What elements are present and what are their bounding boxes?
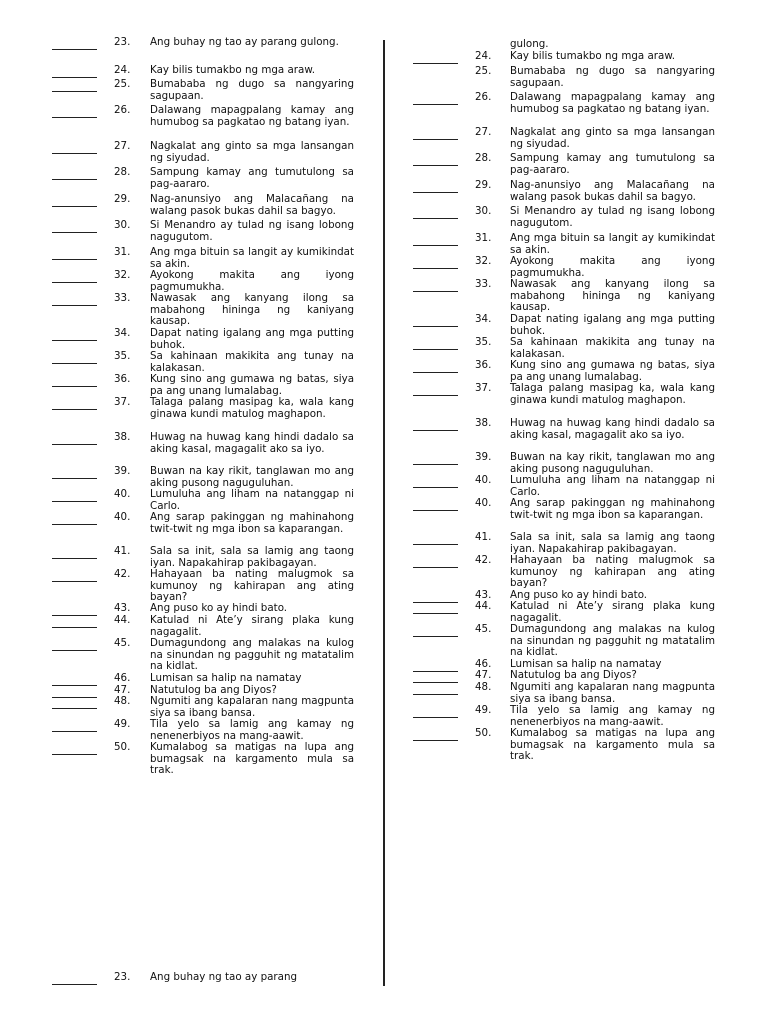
item-text: Nagkalat ang ginto sa mga lansangan ng siyudad. xyxy=(510,126,715,150)
answer-blank[interactable] xyxy=(52,708,97,709)
answer-blank[interactable] xyxy=(413,268,458,269)
answer-blank[interactable] xyxy=(413,717,458,718)
answer-blank[interactable] xyxy=(52,627,97,628)
answer-blank[interactable] xyxy=(52,444,97,445)
answer-blank[interactable] xyxy=(52,259,97,260)
answer-blank[interactable] xyxy=(52,478,97,479)
answer-blank[interactable] xyxy=(413,139,458,140)
answer-blank[interactable] xyxy=(52,685,97,686)
item-number: 44. xyxy=(475,600,492,612)
item-number: 25. xyxy=(475,65,492,77)
item-number: 45. xyxy=(114,637,131,649)
answer-blank[interactable] xyxy=(52,558,97,559)
item-number: 34. xyxy=(114,327,131,339)
item-number: 26. xyxy=(475,91,492,103)
answer-blank[interactable] xyxy=(413,63,458,64)
item-number: 44. xyxy=(114,614,131,626)
item-text: Kung sino ang gumawa ng batas, siya pa ang unang lumalabag. xyxy=(510,359,715,383)
item-text: Nawasak ang kanyang ilong sa mabahong hininga ng kaniyang kausap. xyxy=(510,278,715,314)
answer-blank[interactable] xyxy=(52,340,97,341)
item-number: 28. xyxy=(114,166,131,178)
answer-blank[interactable] xyxy=(52,409,97,410)
answer-blank[interactable] xyxy=(413,671,458,672)
item-number: 42. xyxy=(475,554,492,566)
item-text: Ang mga bituin sa langit ay kumikindat sa akin. xyxy=(510,232,715,256)
item-number: 48. xyxy=(114,695,131,707)
item-number: 33. xyxy=(114,292,131,304)
answer-blank[interactable] xyxy=(52,650,97,651)
item-number: 41. xyxy=(475,531,492,543)
item-text: Natutulog ba ang Diyos? xyxy=(150,684,277,696)
item-number: 33. xyxy=(475,278,492,290)
item-text: Bumababa ng dugo sa nangyaring sagupaan. xyxy=(150,78,354,102)
item-text: gulong. xyxy=(510,38,549,50)
item-text: Katulad ni Ate’y sirang plaka kung nagagalit. xyxy=(150,614,354,638)
item-text: Dapat nating igalang ang mga putting buhok. xyxy=(510,313,715,337)
answer-blank[interactable] xyxy=(413,165,458,166)
item-number: 32. xyxy=(114,269,131,281)
item-number: 24. xyxy=(475,50,492,62)
item-text: Ang mga bituin sa langit ay kumikindat sa akin. xyxy=(150,246,354,270)
item-text: Tila yelo sa lamig ang kamay ng nenenerbiyos na mang-aawit. xyxy=(150,718,354,742)
item-text: Bumababa ng dugo sa nangyaring sagupaan. xyxy=(510,65,715,89)
item-text: Natutulog ba ang Diyos? xyxy=(510,669,637,681)
answer-blank[interactable] xyxy=(52,77,97,78)
answer-blank[interactable] xyxy=(413,613,458,614)
item-text: Ang sarap pakinggan ng mahinahong twit-twit ng mga ibon sa kaparangan. xyxy=(510,497,715,521)
item-number: 36. xyxy=(114,373,131,385)
item-text: Ayokong makita ang iyong pagmumukha. xyxy=(510,255,715,279)
answer-blank[interactable] xyxy=(413,487,458,488)
item-text: Ang sarap pakinggan ng mahinahong twit-twit ng mga ibon sa kaparangan. xyxy=(150,511,354,535)
item-number: 43. xyxy=(475,589,492,601)
answer-blank[interactable] xyxy=(52,581,97,582)
item-number: 40. xyxy=(114,511,131,523)
answer-blank[interactable] xyxy=(413,510,458,511)
item-text: Kay bilis tumakbo ng mga araw. xyxy=(510,50,676,62)
item-number: 30. xyxy=(475,205,492,217)
answer-blank[interactable] xyxy=(52,117,97,118)
answer-blank[interactable] xyxy=(52,524,97,525)
item-number: 40. xyxy=(475,497,492,509)
item-number: 50. xyxy=(475,727,492,739)
answer-blank[interactable] xyxy=(52,179,97,180)
answer-blank[interactable] xyxy=(52,386,97,387)
item-text: Sampung kamay ang tumutulong sa pag-aararo. xyxy=(150,166,354,190)
item-text: Ang buhay ng tao ay parang xyxy=(150,971,298,983)
item-text: Dumagundong ang malakas na kulog na sinundan ng pagguhit ng matatalim na kidlat. xyxy=(150,637,354,673)
item-number: 27. xyxy=(475,126,492,138)
item-text: Tila yelo sa lamig ang kamay ng nenenerbiyos na mang-aawit. xyxy=(510,704,715,728)
item-text: Sampung kamay ang tumutulong sa pag-aararo. xyxy=(510,152,715,176)
item-number: 41. xyxy=(114,545,131,557)
item-number: 24. xyxy=(114,64,131,76)
item-number: 35. xyxy=(475,336,492,348)
item-number: 42. xyxy=(114,568,131,580)
answer-blank[interactable] xyxy=(52,282,97,283)
answer-blank[interactable] xyxy=(413,291,458,292)
item-text: Ang buhay ng tao ay parang gulong. xyxy=(150,36,339,48)
answer-blank[interactable] xyxy=(413,682,458,683)
answer-blank[interactable] xyxy=(52,153,97,154)
item-text: Sa kahinaan makikita ang tunay na kalakasan. xyxy=(150,350,354,374)
item-text: Nag-anunsiyo ang Malacañang na walang pasok bukas dahil sa bagyo. xyxy=(510,179,715,203)
item-text: Si Menandro ay tulad ng isang lobong nagugutom. xyxy=(150,219,354,243)
item-number: 23. xyxy=(114,36,131,48)
item-text: Dalawang mapagpalang kamay ang humubog sa pagkatao ng batang iyan. xyxy=(150,104,354,128)
answer-blank[interactable] xyxy=(52,206,97,207)
item-text: Lumuluha ang liham na natanggap ni Carlo. xyxy=(150,488,354,512)
item-text: Kumalabog sa matigas na lupa ang bumagsak na kargamento mula sa trak. xyxy=(150,741,354,777)
item-number: 31. xyxy=(114,246,131,258)
item-number: 46. xyxy=(114,672,131,684)
item-text: Ngumiti ang kapalaran nang magpunta siya sa ibang bansa. xyxy=(510,681,715,705)
item-number: 48. xyxy=(475,681,492,693)
item-text: Lumisan sa halip na namatay xyxy=(510,658,662,670)
item-text: Ang puso ko ay hindi bato. xyxy=(510,589,648,601)
item-text: Dalawang mapagpalang kamay ang humubog sa pagkatao ng batang iyan. xyxy=(510,91,715,115)
answer-blank[interactable] xyxy=(413,636,458,637)
item-number: 36. xyxy=(475,359,492,371)
item-number: 38. xyxy=(475,417,492,429)
item-text: Sala sa init, sala sa lamig ang taong iyan. Napakahirap pakibagayan. xyxy=(150,545,354,569)
answer-blank[interactable] xyxy=(52,49,97,50)
answer-blank[interactable] xyxy=(413,218,458,219)
item-text: Sa kahinaan makikita ang tunay na kalakasan. xyxy=(510,336,715,360)
item-text: Ngumiti ang kapalaran nang magpunta siya sa ibang bansa. xyxy=(150,695,354,719)
answer-blank[interactable] xyxy=(413,567,458,568)
answer-blank[interactable] xyxy=(413,372,458,373)
item-number: 39. xyxy=(475,451,492,463)
item-number: 37. xyxy=(114,396,131,408)
item-number: 46. xyxy=(475,658,492,670)
answer-blank[interactable] xyxy=(52,984,97,985)
item-text: Nawasak ang kanyang ilong sa mabahong hininga ng kaniyang kausap. xyxy=(150,292,354,328)
item-number: 26. xyxy=(114,104,131,116)
item-number: 23. xyxy=(114,971,131,983)
item-number: 43. xyxy=(114,602,131,614)
item-number: 49. xyxy=(114,718,131,730)
item-number: 27. xyxy=(114,140,131,152)
item-number: 29. xyxy=(475,179,492,191)
answer-blank[interactable] xyxy=(52,615,97,616)
answer-blank[interactable] xyxy=(413,326,458,327)
answer-blank[interactable] xyxy=(413,430,458,431)
answer-blank[interactable] xyxy=(413,602,458,603)
item-text: Buwan na kay rikit, tanglawan mo ang aking pusong naguguluhan. xyxy=(150,465,354,489)
item-text: Huwag na huwag kang hindi dadalo sa aking kasal, magagalit ako sa iyo. xyxy=(510,417,715,441)
item-number: 45. xyxy=(475,623,492,635)
item-text: Kay bilis tumakbo ng mga araw. xyxy=(150,64,316,76)
answer-blank[interactable] xyxy=(413,740,458,741)
item-text: Talaga palang masipag ka, wala kang ginawa kundi matulog maghapon. xyxy=(150,396,354,420)
item-number: 29. xyxy=(114,193,131,205)
item-number: 25. xyxy=(114,78,131,90)
item-text: Hahayaan ba nating malugmok sa kumunoy ng kahirapan ang ating bayan? xyxy=(510,554,715,590)
item-text: Kumalabog sa matigas na lupa ang bumagsak na kargamento mula sa trak. xyxy=(510,727,715,763)
item-text: Nag-anunsiyo ang Malacañang na walang pasok bukas dahil sa bagyo. xyxy=(150,193,354,217)
answer-blank[interactable] xyxy=(413,395,458,396)
item-text: Lumisan sa halip na namatay xyxy=(150,672,302,684)
answer-blank[interactable] xyxy=(52,754,97,755)
item-number: 47. xyxy=(114,684,131,696)
item-number: 32. xyxy=(475,255,492,267)
item-number: 37. xyxy=(475,382,492,394)
answer-blank[interactable] xyxy=(52,305,97,306)
item-text: Dumagundong ang malakas na kulog na sinundan ng pagguhit ng matatalim na kidlat. xyxy=(510,623,715,659)
item-number: 35. xyxy=(114,350,131,362)
item-text: Sala sa init, sala sa lamig ang taong iyan. Napakahirap pakibagayan. xyxy=(510,531,715,555)
item-number: 28. xyxy=(475,152,492,164)
answer-blank[interactable] xyxy=(52,232,97,233)
answer-blank[interactable] xyxy=(52,731,97,732)
item-number: 30. xyxy=(114,219,131,231)
item-text: Kung sino ang gumawa ng batas, siya pa ang unang lumalabag. xyxy=(150,373,354,397)
item-number: 31. xyxy=(475,232,492,244)
item-text: Huwag na huwag kang hindi dadalo sa aking kasal, magagalit ako sa iyo. xyxy=(150,431,354,455)
item-number: 34. xyxy=(475,313,492,325)
item-number: 38. xyxy=(114,431,131,443)
item-text: Buwan na kay rikit, tanglawan mo ang aking pusong naguguluhan. xyxy=(510,451,715,475)
answer-blank[interactable] xyxy=(413,104,458,105)
item-number: 40. xyxy=(114,488,131,500)
answer-blank[interactable] xyxy=(413,349,458,350)
answer-blank[interactable] xyxy=(413,544,458,545)
item-text: Nagkalat ang ginto sa mga lansangan ng siyudad. xyxy=(150,140,354,164)
answer-blank[interactable] xyxy=(413,192,458,193)
answer-blank[interactable] xyxy=(52,697,97,698)
answer-blank[interactable] xyxy=(52,501,97,502)
column-divider xyxy=(383,40,385,986)
answer-blank[interactable] xyxy=(413,245,458,246)
item-number: 49. xyxy=(475,704,492,716)
item-text: Katulad ni Ate’y sirang plaka kung nagagalit. xyxy=(510,600,715,624)
item-text: Hahayaan ba nating malugmok sa kumunoy ng kahirapan ang ating bayan? xyxy=(150,568,354,604)
answer-blank[interactable] xyxy=(413,464,458,465)
item-text: Lumuluha ang liham na natanggap ni Carlo. xyxy=(510,474,715,498)
item-text: Si Menandro ay tulad ng isang lobong nagugutom. xyxy=(510,205,715,229)
item-text: Ang puso ko ay hindi bato. xyxy=(150,602,288,614)
item-text: Ayokong makita ang iyong pagmumukha. xyxy=(150,269,354,293)
answer-blank[interactable] xyxy=(413,694,458,695)
answer-blank[interactable] xyxy=(52,363,97,364)
item-number: 39. xyxy=(114,465,131,477)
item-text: Talaga palang masipag ka, wala kang ginawa kundi matulog maghapon. xyxy=(510,382,715,406)
item-text: Dapat nating igalang ang mga putting buhok. xyxy=(150,327,354,351)
item-number: 50. xyxy=(114,741,131,753)
item-number: 40. xyxy=(475,474,492,486)
item-number: 47. xyxy=(475,669,492,681)
answer-blank[interactable] xyxy=(52,91,97,92)
